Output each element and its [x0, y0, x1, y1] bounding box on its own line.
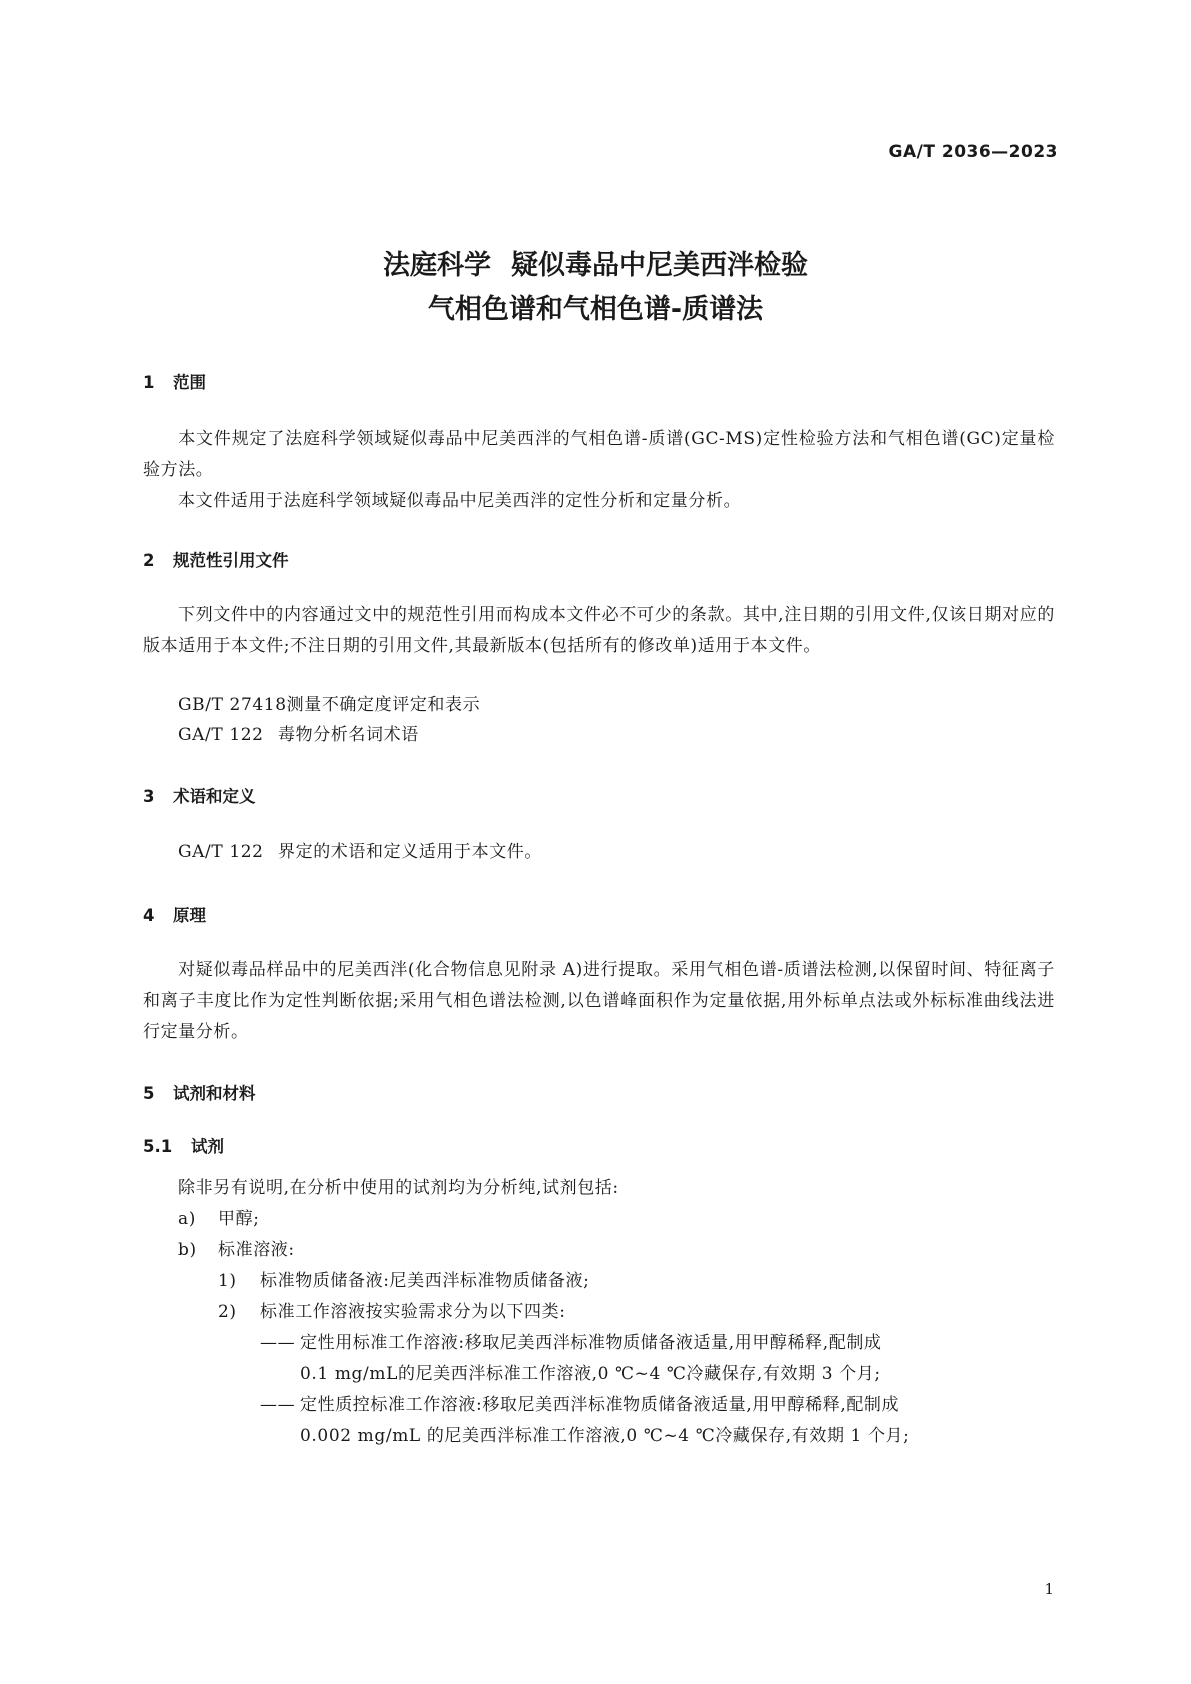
list-text: 定性用标准工作溶液:移取尼美西泮标准物质储备液适量,用甲醇稀释,配制成 — [300, 1333, 882, 1353]
section-title: 原理 — [173, 906, 206, 925]
section-number: 2 — [143, 551, 155, 570]
list-item-b — [178, 1235, 295, 1266]
section-4-heading — [143, 902, 206, 926]
reference-item — [178, 690, 480, 721]
paragraph-text: 对疑似毒品样品中的尼美西泮(化合物信息见附录 A)进行提取。采用气相色谱-质谱法检测,以保留时间、特征离子和离子丰度比作为定性判断依据;采用气相色谱法检测,以色谱峰面积作为定量依据,用外标单点法或外标标准曲线法进行定量分析。 — [143, 960, 1055, 1042]
section-title: 范围 — [173, 373, 206, 392]
reference-code: GB/T 27418 — [178, 695, 287, 715]
list-text: 标准物质储备液:尼美西泮标准物质储备液; — [260, 1271, 590, 1291]
paragraph-text: 界定的术语和定义适用于本文件。 — [278, 842, 542, 862]
section-number: 5 — [143, 1084, 155, 1103]
section-5-1-heading — [143, 1133, 224, 1157]
list-text: 标准工作溶液按实验需求分为以下四类: — [260, 1302, 566, 1322]
list-label: b) — [178, 1240, 197, 1260]
title-line-1 — [0, 244, 1191, 288]
section-1-heading — [143, 369, 206, 393]
dash-item-1-line-1 — [260, 1328, 882, 1359]
reference-code: GA/T 122 — [178, 842, 264, 862]
paragraph-text: 本文件适用于法庭科学领域疑似毒品中尼美西泮的定性分析和定量分析。 — [178, 491, 742, 511]
section-3-paragraph — [178, 837, 542, 868]
dash-mark: —— — [260, 1395, 296, 1415]
section-2-heading — [143, 547, 289, 571]
sub-item-1 — [218, 1266, 589, 1297]
list-label: 2) — [218, 1302, 237, 1322]
list-text: 标准溶液: — [218, 1240, 295, 1260]
dash-item-2-line-1 — [260, 1390, 899, 1421]
reference-item — [178, 720, 419, 751]
section-1-paragraph-2 — [143, 486, 1055, 517]
document-title — [0, 244, 1191, 332]
title-line-1-part-1: 法庭科学 — [383, 250, 491, 281]
section-title: 试剂 — [191, 1137, 224, 1156]
section-number: 5.1 — [143, 1137, 173, 1156]
section-1-paragraph-1 — [143, 424, 1055, 486]
list-text: 甲醇; — [218, 1209, 260, 1229]
title-line-1-part-2: 疑似毒品中尼美西泮检验 — [511, 250, 808, 281]
section-3-heading — [143, 783, 256, 807]
list-item-a — [178, 1204, 260, 1235]
section-title: 试剂和材料 — [173, 1084, 256, 1103]
sub-item-2 — [218, 1297, 566, 1328]
dash-item-2-line-2: 0.002 mg/mL 的尼美西泮标准工作溶液,0 ℃~4 ℃冷藏保存,有效期 1 个月; — [300, 1426, 910, 1446]
list-text: 定性质控标准工作溶液:移取尼美西泮标准物质储备液适量,用甲醇稀释,配制成 — [300, 1395, 900, 1415]
dash-mark: —— — [260, 1333, 296, 1353]
section-title: 规范性引用文件 — [173, 551, 289, 570]
section-number: 1 — [143, 373, 155, 392]
section-5-heading — [143, 1080, 256, 1104]
section-title: 术语和定义 — [173, 787, 256, 806]
paragraph-text: 本文件规定了法庭科学领域疑似毒品中尼美西泮的气相色谱-质谱(GC-MS)定性检验方法和气相色谱(GC)定量检验方法。 — [143, 429, 1055, 480]
paragraph-text: 下列文件中的内容通过文中的规范性引用而构成本文件必不可少的条款。其中,注日期的引用文件,仅该日期对应的版本适用于本文件;不注日期的引用文件,其最新版本(包括所有的修改单)适用于本文件。 — [143, 605, 1055, 656]
section-number: 4 — [143, 906, 155, 925]
page-number: 1 — [1044, 1580, 1054, 1598]
reference-code: GA/T 122 — [178, 725, 264, 745]
title-line-2: 气相色谱和气相色谱-质谱法 — [427, 294, 764, 325]
reference-name: 毒物分析名词术语 — [278, 725, 419, 745]
section-4-paragraph-1 — [143, 955, 1055, 1048]
standard-number: GA/T 2036—2023 — [888, 142, 1058, 162]
section-number: 3 — [143, 787, 155, 806]
list-label: a) — [178, 1209, 196, 1229]
section-2-paragraph-1 — [143, 600, 1055, 662]
list-label: 1) — [218, 1271, 237, 1291]
section-5-1-intro: 除非另有说明,在分析中使用的试剂均为分析纯,试剂包括: — [178, 1178, 619, 1198]
reference-name: 测量不确定度评定和表示 — [286, 695, 481, 715]
dash-item-1-line-2: 0.1 mg/mL的尼美西泮标准工作溶液,0 ℃~4 ℃冷藏保存,有效期 3 个月; — [300, 1364, 881, 1384]
